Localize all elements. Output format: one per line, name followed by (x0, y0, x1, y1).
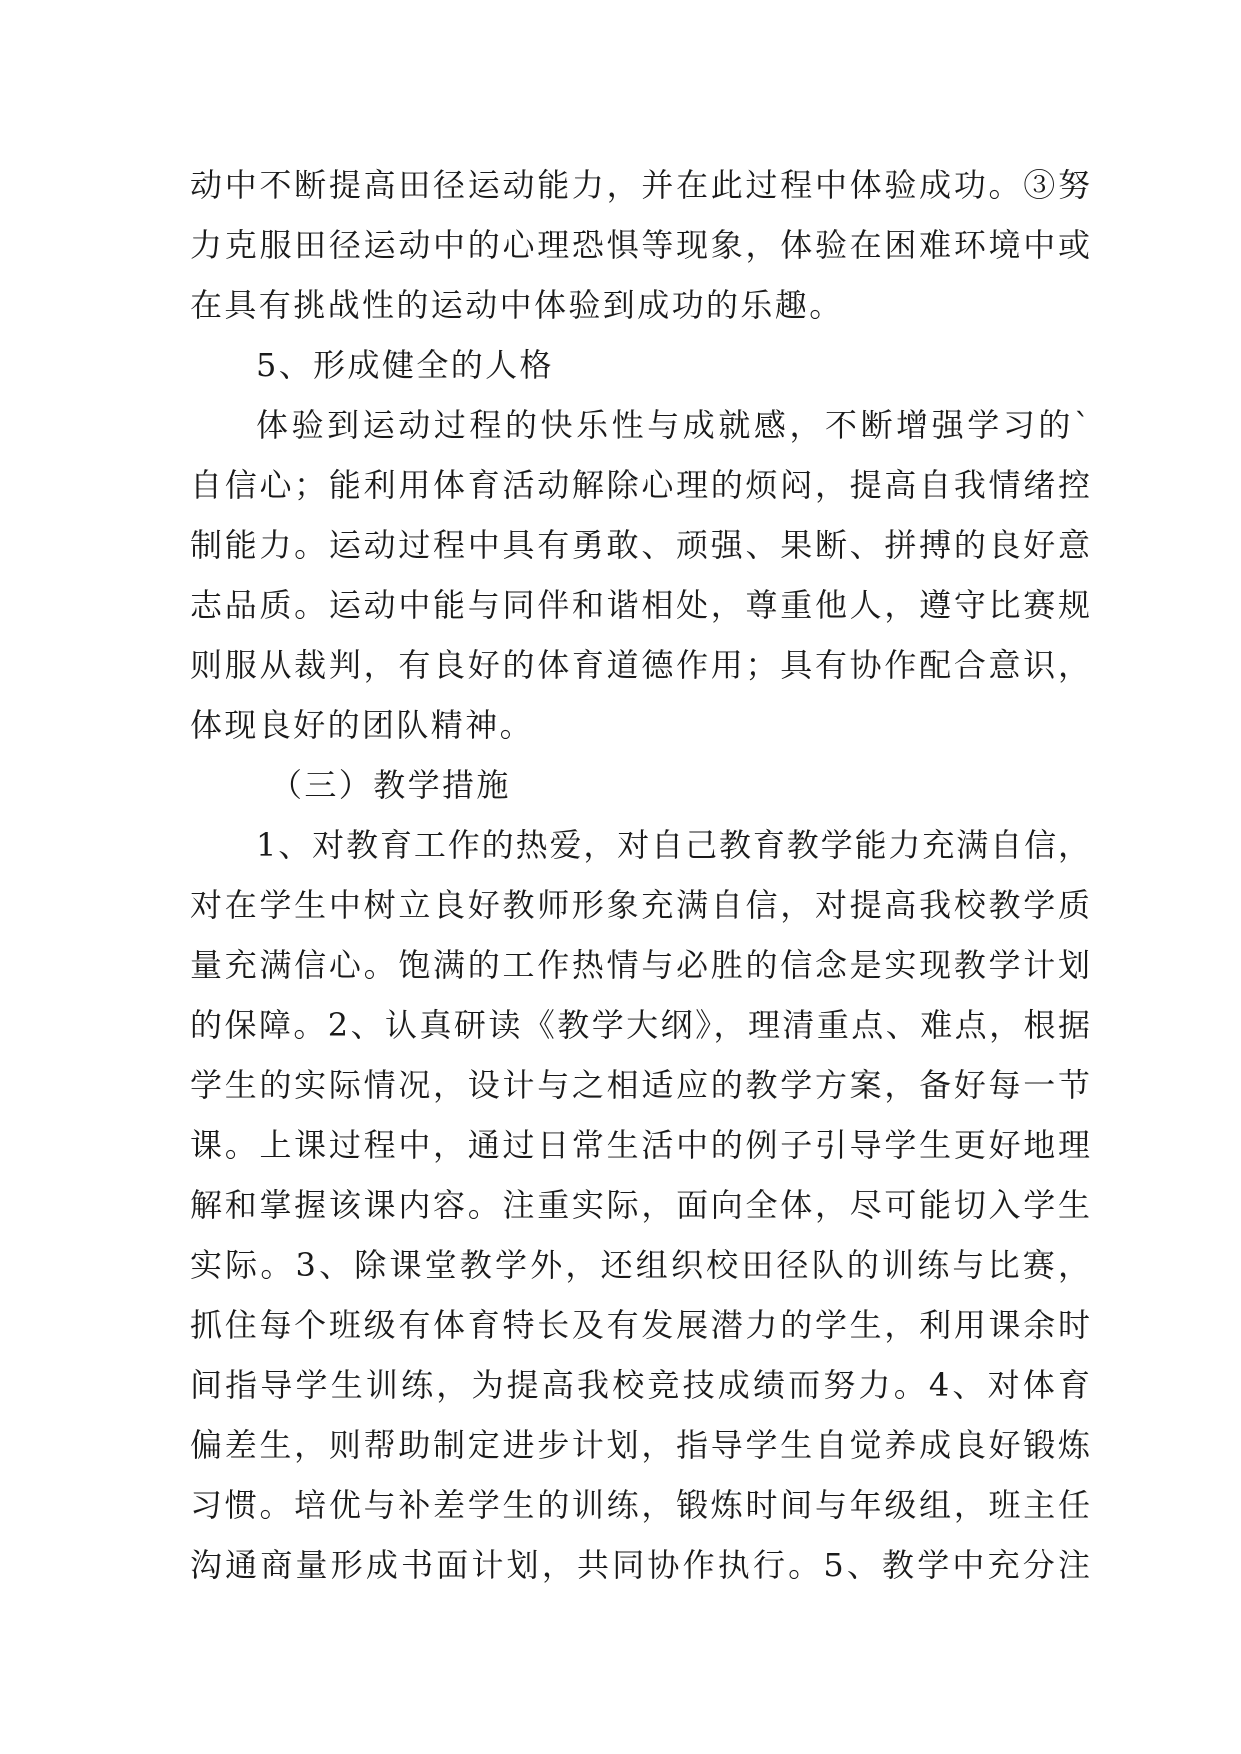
text-line: 1、对教育工作的热爱，对自己教育教学能力充满自信， (256, 826, 1090, 864)
text-line: 对在学生中树立良好教师形象充满自信，对提高我校教学质 (190, 886, 1090, 924)
text-line: 偏差生，则帮助制定进步计划，指导学生自觉养成良好锻炼 (190, 1426, 1090, 1464)
text-line: 抓住每个班级有体育特长及有发展潜力的学生，利用课余时 (190, 1306, 1090, 1344)
text-line: 学生的实际情况，设计与之相适应的教学方案，备好每一节 (190, 1066, 1090, 1104)
text-line: 力克服田径运动中的心理恐惧等现象，体验在困难环境中或 (190, 226, 1090, 264)
text-line: 的保障。2、认真研读《教学大纲》，理清重点、难点，根据 (190, 1006, 1090, 1044)
text-line: 沟通商量形成书面计划，共同协作执行。5、教学中充分注 (190, 1546, 1090, 1584)
section-heading: （三）教学措施 (270, 766, 511, 804)
section-heading: 5、形成健全的人格 (256, 346, 554, 384)
text-line: 志品质。运动中能与同伴和谐相处，尊重他人，遵守比赛规 (190, 586, 1090, 624)
text-line: 动中不断提高田径运动能力，并在此过程中体验成功。③努 (190, 166, 1090, 204)
text-line: 体现良好的团队精神。 (190, 706, 535, 744)
text-line: 体验到运动过程的快乐性与成就感，不断增强学习的` (256, 406, 1090, 444)
text-line: 解和掌握该课内容。注重实际，面向全体，尽可能切入学生 (190, 1186, 1090, 1224)
text-line: 课。上课过程中，通过日常生活中的例子引导学生更好地理 (190, 1126, 1090, 1164)
text-line: 在具有挑战性的运动中体验到成功的乐趣。 (190, 286, 844, 324)
text-line: 习惯。培优与补差学生的训练，锻炼时间与年级组，班主任 (190, 1486, 1090, 1524)
text-line: 间指导学生训练，为提高我校竞技成绩而努力。4、对体育 (190, 1366, 1090, 1404)
text-line: 实际。3、除课堂教学外，还组织校田径队的训练与比赛， (190, 1246, 1090, 1284)
text-line: 则服从裁判，有良好的体育道德作用；具有协作配合意识， (190, 646, 1090, 684)
text-line: 制能力。运动过程中具有勇敢、顽强、果断、拼搏的良好意 (190, 526, 1090, 564)
text-line: 自信心；能利用体育活动解除心理的烦闷，提高自我情绪控 (190, 466, 1090, 504)
text-line: 量充满信心。饱满的工作热情与必胜的信念是实现教学计划 (190, 946, 1090, 984)
